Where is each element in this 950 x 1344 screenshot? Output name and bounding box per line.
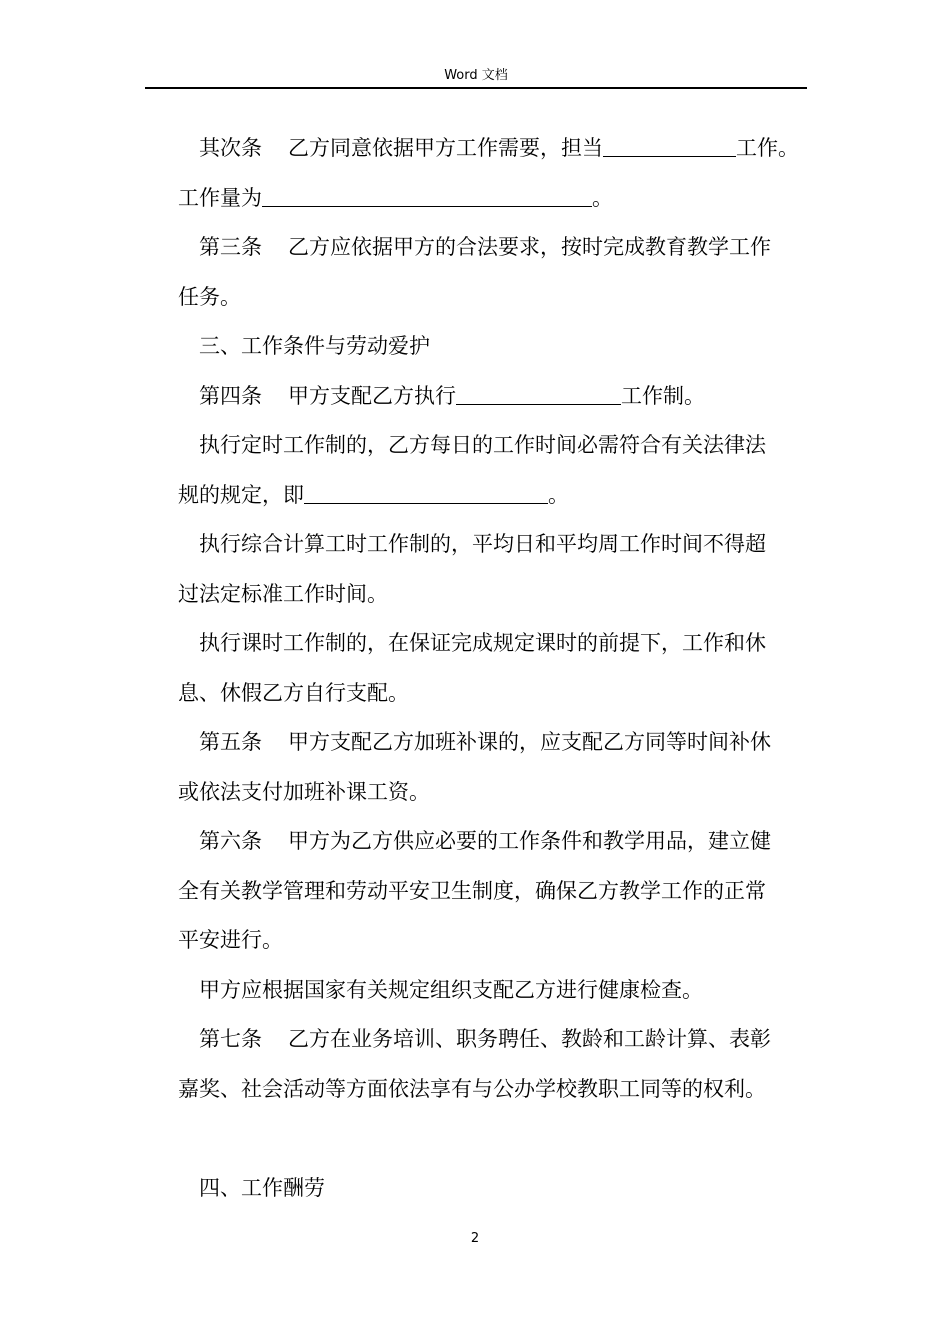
fill-blank <box>304 482 548 504</box>
fill-blank <box>456 383 621 405</box>
paragraph-line: 执行综合计算工时工作制的，平均日和平均周工作时间不得超 <box>199 532 766 556</box>
paragraph-line: 全有关教学管理和劳动平安卫生制度，确保乙方教学工作的正常 <box>178 878 766 903</box>
page-number: 2 <box>470 1231 480 1246</box>
article-number: 第五条 <box>199 730 262 754</box>
paragraph-line: 嘉奖、社会活动等方面依法享有与公办学校教职工同等的权利。 <box>178 1076 766 1101</box>
paragraph-line: 甲方应根据国家有关规定组织支配乙方进行健康检查。 <box>199 977 703 1002</box>
paragraph-line <box>178 174 818 224</box>
paragraph-line <box>178 471 818 521</box>
article-number: 第三条 <box>199 235 262 259</box>
section-heading: 四、工作酬劳 <box>199 1175 325 1200</box>
paragraph-line <box>178 1015 818 1065</box>
line-text: 。 <box>548 482 569 507</box>
line-text: 甲方为乙方供应必要的工作条件和教学用品，建立健 <box>288 829 771 853</box>
line-text: 工作制。 <box>621 383 705 408</box>
fill-blank <box>262 185 592 207</box>
article-number: 第六条 <box>199 829 262 853</box>
article-number: 其次条 <box>199 136 262 160</box>
paragraph-line <box>178 817 818 867</box>
blank-line <box>178 1114 818 1164</box>
paragraph-line: 过法定标准工作时间。 <box>178 581 388 606</box>
line-text: 乙方应依据甲方的合法要求，按时完成教育教学工作 <box>288 235 771 259</box>
line-text: 规的规定，即 <box>178 482 304 507</box>
article-number: 第七条 <box>199 1027 262 1051</box>
line-text: 工作。 <box>736 136 799 160</box>
line-text: 乙方在业务培训、职务聘任、教龄和工龄计算、表彰 <box>288 1027 771 1051</box>
header-divider <box>145 87 807 89</box>
paragraph-line: 息、休假乙方自行支配。 <box>178 680 409 705</box>
line-text: 工作量为 <box>178 185 262 210</box>
paragraph-line: 执行定时工作制的，乙方每日的工作时间必需符合有关法律法 <box>199 433 766 457</box>
paragraph-line: 任务。 <box>178 284 241 309</box>
document-body <box>178 124 818 1213</box>
article-number: 第四条 <box>199 383 262 408</box>
line-text: 甲方支配乙方执行 <box>288 383 456 408</box>
paragraph-line <box>178 718 818 768</box>
paragraph-line <box>178 223 818 273</box>
paragraph-line: 或依法支付加班补课工资。 <box>178 779 430 804</box>
section-heading: 三、工作条件与劳动爱护 <box>199 334 430 358</box>
line-text: 甲方支配乙方加班补课的，应支配乙方同等时间补休 <box>288 730 771 754</box>
page-header: Word 文档 <box>444 68 508 83</box>
paragraph-line: 平安进行。 <box>178 928 283 952</box>
line-text: 乙方同意依据甲方工作需要，担当 <box>288 136 603 160</box>
paragraph-line: 执行课时工作制的，在保证完成规定课时的前提下，工作和休 <box>199 631 766 655</box>
paragraph-line <box>178 372 818 422</box>
line-text: 。 <box>592 185 613 210</box>
fill-blank <box>603 135 736 157</box>
paragraph-line <box>178 124 818 174</box>
